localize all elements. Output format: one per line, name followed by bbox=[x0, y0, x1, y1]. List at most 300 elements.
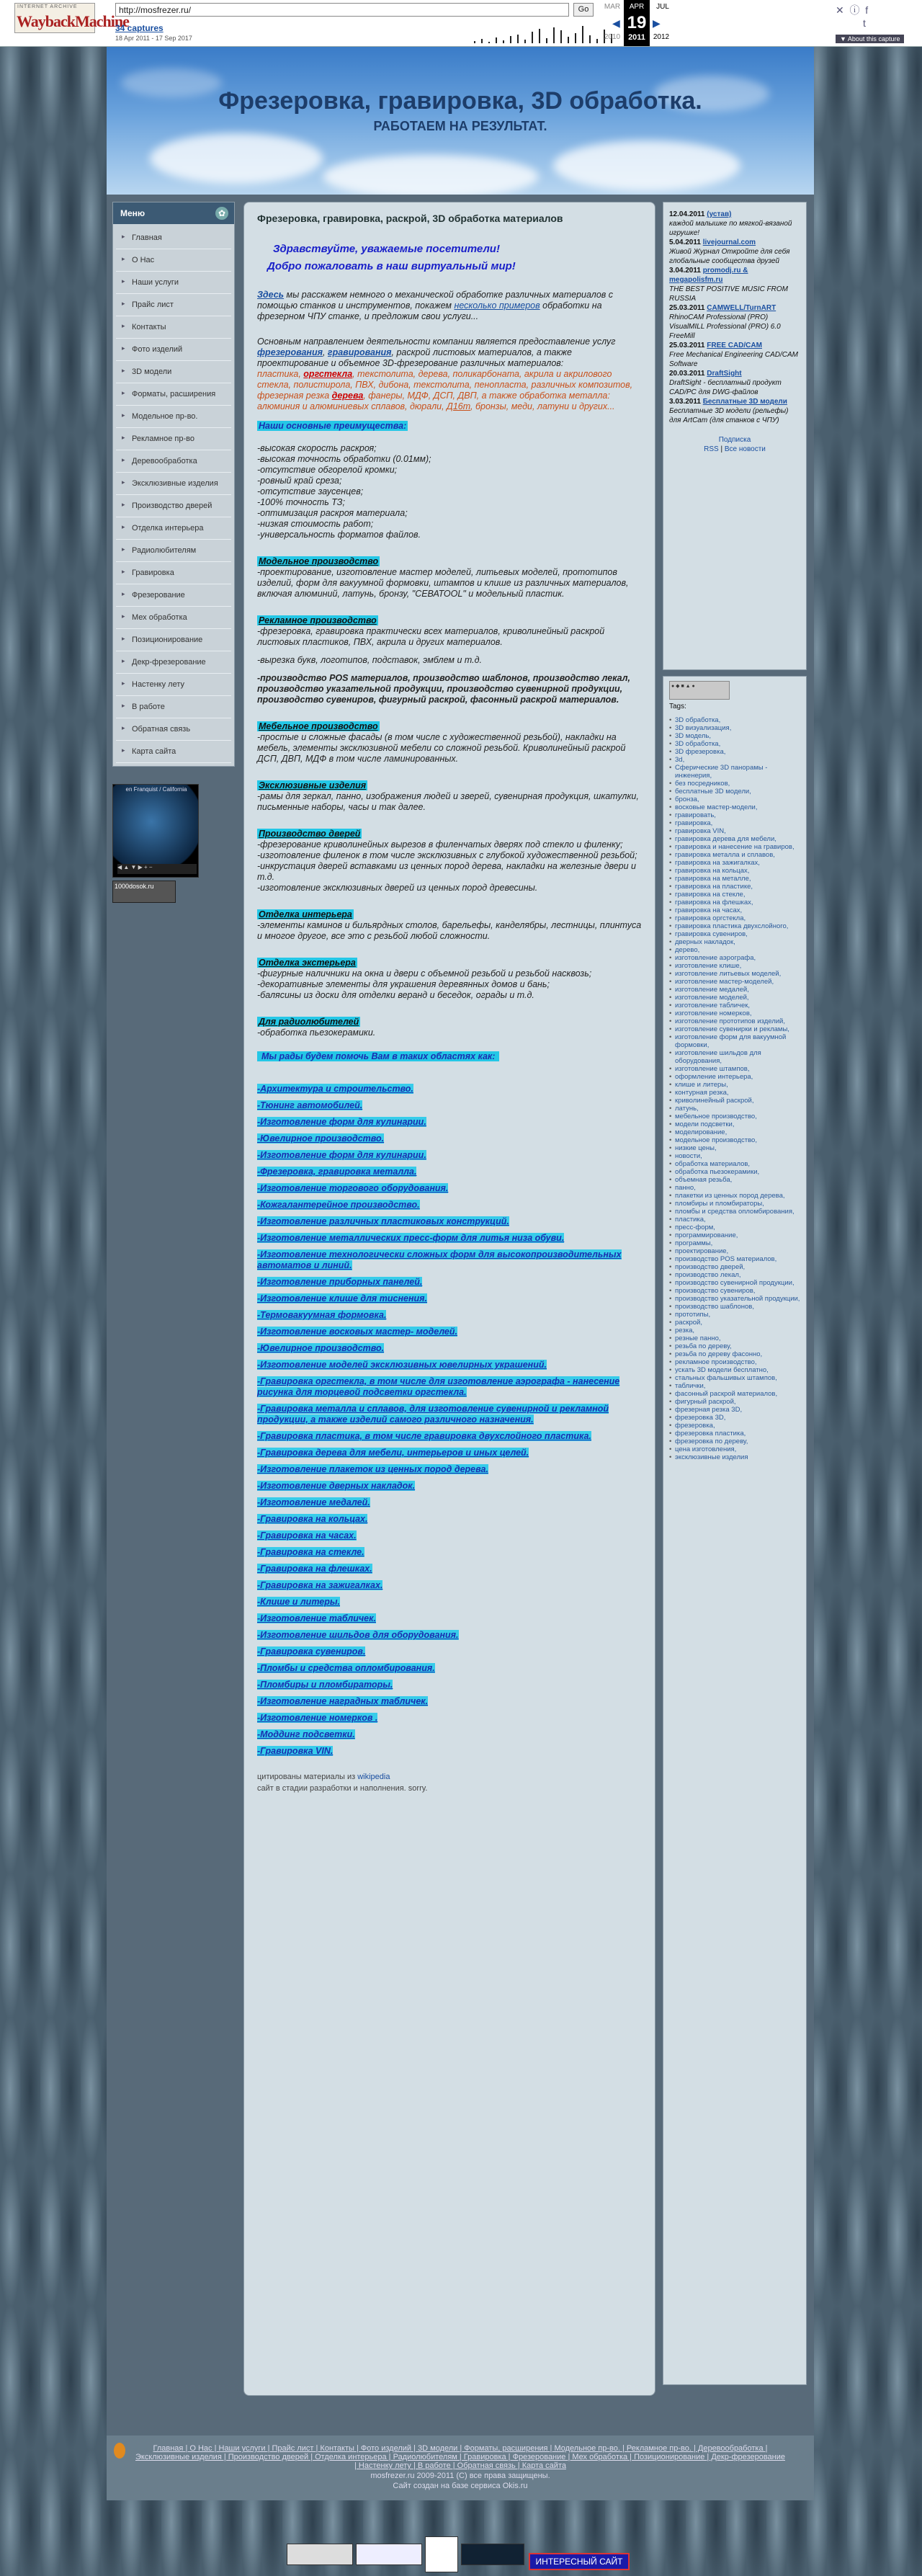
tag-link[interactable]: изготовление сувенирки и рекламы, bbox=[675, 1025, 789, 1033]
tag-link[interactable]: дверных накладок, bbox=[675, 938, 735, 946]
tag-item bbox=[669, 1319, 800, 1327]
tag-link[interactable]: гравировка и нанесение на гравиров, bbox=[675, 843, 795, 851]
area-link[interactable]: -Изготовление форм для кулинарии. bbox=[257, 1117, 426, 1127]
news-link[interactable]: DraftSight bbox=[707, 370, 742, 378]
menu-item[interactable]: ▸ Фрезерование bbox=[116, 584, 231, 607]
gear-icon[interactable]: ✿ bbox=[215, 207, 228, 220]
area-link[interactable]: -Фрезеровка, гравировка металла. bbox=[257, 1167, 417, 1177]
tag-item bbox=[669, 1287, 800, 1295]
tag-item bbox=[669, 1105, 800, 1113]
tag-link[interactable]: изготовление медалей, bbox=[675, 986, 749, 994]
menu-item[interactable]: ▸ Наши услуги bbox=[116, 272, 231, 294]
menu-item[interactable]: ▸ Главная bbox=[116, 227, 231, 249]
all-news-link[interactable]: Все новости bbox=[724, 445, 766, 453]
tag-item bbox=[669, 764, 800, 780]
model-text: -проектирование, изготовление мастер моделей, литьевых моделей, прототипов изделий, форм для вакуумной формовки, штампов и клише из различных материалов, включая алюминий, латунь, бронзу, "СЕВАТООL" и модельный пластик. bbox=[257, 567, 629, 599]
area-link[interactable]: -Тюнинг автомобилей. bbox=[257, 1100, 363, 1110]
tag-link[interactable]: фрезеровка по дереву, bbox=[675, 1438, 748, 1445]
tag-link[interactable]: производство лекал, bbox=[675, 1271, 741, 1279]
capture-sparkline[interactable] bbox=[468, 20, 621, 43]
tag-link[interactable]: рекламное производство, bbox=[675, 1358, 757, 1366]
orgglass-link[interactable]: оргстекла bbox=[303, 369, 353, 379]
tag-link[interactable]: 3D модель, bbox=[675, 732, 712, 740]
news-link[interactable]: (устав) bbox=[707, 210, 732, 218]
doors-text-3: -инкрустация дверей вставками из ценных пород дерева, накладки на железные двери и т.д. bbox=[257, 861, 637, 882]
tag-item bbox=[669, 1144, 800, 1152]
area-item bbox=[257, 1167, 643, 1177]
news-link[interactable]: Бесплатные 3D модели bbox=[702, 398, 787, 406]
tag-link[interactable]: изготовление прототипов изделий, bbox=[675, 1017, 786, 1025]
tag-link[interactable]: объемная резьба, bbox=[675, 1176, 733, 1184]
tag-link[interactable]: панно, bbox=[675, 1184, 696, 1192]
tag-link[interactable]: клише и литеры, bbox=[675, 1081, 728, 1089]
area-item bbox=[257, 1746, 643, 1757]
area-link[interactable]: -Гравировка на стекле. bbox=[257, 1547, 364, 1557]
area-link[interactable]: -Гравировка на кольцах. bbox=[257, 1514, 368, 1524]
area-link[interactable]: -Гравировка на зажигалках. bbox=[257, 1580, 383, 1590]
services-paragraph: Основным направлением деятельности компании является предоставление услуг фрезерования, гравирования, раскрой листовых материалов, а также проектирование и объемное 3D-фрезерование различных материалов: пластика, оргстекла, текстолита, дерева, поликарбоната, акрила и акрилового стекла, полистирола, ПВХ, дибона, текстолита, пенопласта, различных композитов, фрезерная резка дерева, фанеры, МДФ, ДСП, ДВП, а также обработка металла: алюминия и алюминиевых сплавов, дюрали, Д16т, бронзы, меди, латуни и других... bbox=[257, 337, 633, 411]
month-next[interactable]: JUL bbox=[656, 3, 669, 11]
area-link[interactable]: -Гравировка на флешках. bbox=[257, 1564, 372, 1574]
tag-item bbox=[669, 1406, 800, 1414]
news-text: DraftSight - бесплатный продукт CAD/PC для DWG-файлов bbox=[669, 379, 782, 396]
menu-item[interactable]: ▸ Радиолюбителям bbox=[116, 540, 231, 562]
area-link[interactable]: -Гравировка оргстекла, в том числе для изготовление аэрографа - нанесение рисунка для торцевой подсветки оргстекла. bbox=[257, 1376, 620, 1397]
exterior-heading[interactable]: Отделка экстерьера bbox=[259, 958, 356, 968]
area-link[interactable]: -Ювелирное производство. bbox=[257, 1133, 385, 1144]
menu-item[interactable]: ▸ Модельное пр-во. bbox=[116, 406, 231, 428]
tag-item bbox=[669, 1390, 800, 1398]
menu-item[interactable]: ▸ Гравировка bbox=[116, 562, 231, 584]
menu-item[interactable]: ▸ 3D модели bbox=[116, 361, 231, 383]
footer-made-with[interactable]: Сайт создан на базе сервиса Okis.ru bbox=[393, 2482, 528, 2490]
area-link[interactable]: -Архитектура и строительство. bbox=[257, 1084, 413, 1094]
tag-item bbox=[669, 1097, 800, 1105]
area-link[interactable]: -Гравировка пластика, в том числе гравировка двухслойного пластика. bbox=[257, 1431, 591, 1441]
facebook-icon[interactable]: f bbox=[865, 4, 869, 16]
tag-item bbox=[669, 1184, 800, 1192]
year-prev[interactable]: 2010 bbox=[604, 33, 621, 41]
menu-item[interactable]: ▸ Мех обработка bbox=[116, 607, 231, 629]
area-link[interactable]: -Гравировка сувениров. bbox=[257, 1646, 366, 1657]
tag-link[interactable]: эксклюзивные изделия bbox=[675, 1453, 748, 1461]
current-capture-day: 19 2011 bbox=[624, 0, 650, 46]
radio-heading[interactable]: Для радиолюбителей bbox=[259, 1017, 359, 1027]
prev-capture-arrow[interactable]: ◀ bbox=[612, 17, 620, 29]
exterior-text-1: -фигурные наличники на окна и двери с объемной резьбой и резьбой насквозь; bbox=[257, 968, 592, 979]
menu-item[interactable]: ▸ Рекламное пр-во bbox=[116, 428, 231, 450]
news-text: каждой малышке по мягкой-вязаной игрушке! bbox=[669, 220, 792, 237]
menu-item[interactable]: ▸ Контакты bbox=[116, 316, 231, 339]
tag-item bbox=[669, 851, 800, 859]
area-link[interactable]: -Изготовление плакеток из ценных пород дерева. bbox=[257, 1464, 488, 1474]
advantage-item: -отсутствие обгорелой кромки; bbox=[257, 465, 398, 475]
counter-banner-4[interactable] bbox=[461, 2544, 524, 2565]
menu-item[interactable]: ▸ Фото изделий bbox=[116, 339, 231, 361]
tag-link[interactable]: моделирование, bbox=[675, 1128, 728, 1136]
tag-link[interactable]: резные панно, bbox=[675, 1334, 721, 1342]
tag-item bbox=[669, 1089, 800, 1097]
tag-item bbox=[669, 1239, 800, 1247]
area-link[interactable]: -Изготовление шильдов для оборудования. bbox=[257, 1630, 459, 1640]
news-text: RhinoCAM Professional (PRO) VisualMILL Professional (PRO) 6.0 FreeMill bbox=[669, 313, 781, 340]
tag-item bbox=[669, 970, 800, 978]
area-item bbox=[257, 1310, 643, 1321]
help-icon[interactable]: ⓘ bbox=[849, 4, 860, 16]
wikipedia-link[interactable]: wikipedia bbox=[357, 1773, 390, 1781]
tag-link[interactable]: гравировка металла и сплавов, bbox=[675, 851, 775, 859]
year-next[interactable]: 2012 bbox=[653, 33, 670, 41]
tag-item bbox=[669, 811, 800, 819]
tag-link[interactable]: гравировка на пластике, bbox=[675, 883, 753, 891]
area-link[interactable]: -Гравировка дерева для мебели, интерьеров и иных целей. bbox=[257, 1448, 529, 1458]
tag-item bbox=[669, 1263, 800, 1271]
area-link[interactable]: -Изготовление приборных панелей. bbox=[257, 1277, 423, 1287]
menu-item[interactable]: ▸ Производство дверей bbox=[116, 495, 231, 517]
tag-link[interactable]: проектирование, bbox=[675, 1247, 729, 1255]
area-link[interactable]: -Изготовление медалей. bbox=[257, 1497, 370, 1507]
area-link[interactable]: -Изготовление технологически сложных форм для высокопроизводительных автоматов и линий. bbox=[257, 1249, 622, 1270]
examples-link[interactable]: несколько примеров bbox=[454, 300, 540, 311]
advantage-item: -ровный край среза; bbox=[257, 476, 342, 486]
tag-link[interactable]: таблички, bbox=[675, 1382, 706, 1390]
area-item bbox=[257, 1360, 643, 1371]
about-capture-button[interactable]: ▼ About this capture bbox=[836, 35, 904, 43]
tag-item bbox=[669, 1224, 800, 1231]
area-link[interactable]: -Клише и литеры. bbox=[257, 1597, 341, 1607]
menu-item[interactable]: ▸ В работе bbox=[116, 696, 231, 718]
tag-link[interactable]: контурная резка, bbox=[675, 1089, 729, 1097]
menu-item[interactable]: ▸ Деревообработка bbox=[116, 450, 231, 473]
ad-heading[interactable]: Рекламное производство bbox=[259, 615, 377, 625]
month-prev[interactable]: MAR bbox=[604, 3, 621, 11]
tag-link[interactable]: фрезеровка пластика, bbox=[675, 1430, 746, 1438]
area-link[interactable]: -Кожгалантерейное производство. bbox=[257, 1200, 420, 1210]
tags-title: Tags: bbox=[669, 703, 686, 710]
tag-link[interactable]: резка, bbox=[675, 1327, 695, 1334]
tag-item bbox=[669, 756, 800, 764]
tag-link[interactable]: фигурный раскрой, bbox=[675, 1398, 736, 1406]
tag-link[interactable]: гравировка на зажигалках, bbox=[675, 859, 760, 867]
tag-link[interactable]: программирование, bbox=[675, 1231, 738, 1239]
news-link[interactable]: CAMWELL/TurnART bbox=[707, 304, 776, 312]
counter-banner-1[interactable] bbox=[287, 2544, 353, 2565]
tag-link[interactable]: производство шаблонов, bbox=[675, 1303, 754, 1311]
tag-link[interactable]: мебельное производство, bbox=[675, 1113, 757, 1120]
tag-link[interactable]: фрезерная резка 3D, bbox=[675, 1406, 743, 1414]
tag-link[interactable]: изготовление мастер-моделей, bbox=[675, 978, 774, 986]
footnote: цитированы материалы из wikipedia сайт в стадии разработки и наполнения. sorry. bbox=[257, 1773, 428, 1793]
tag-item bbox=[669, 1445, 800, 1453]
tag-link[interactable]: 3d, bbox=[675, 756, 685, 764]
tag-link[interactable]: модели подсветки, bbox=[675, 1120, 735, 1128]
tag-item bbox=[669, 788, 800, 795]
tag-link[interactable]: цена изготовления, bbox=[675, 1445, 737, 1453]
interesting-site-button[interactable]: ИНТЕРЕСНЫЙ САЙТ bbox=[529, 2553, 630, 2570]
area-link[interactable]: -Изготовление табличек. bbox=[257, 1613, 376, 1623]
area-link[interactable]: -Изготовление наградных табличек. bbox=[257, 1696, 429, 1706]
main-content bbox=[243, 202, 655, 2396]
wood-link[interactable]: дерева bbox=[331, 391, 364, 401]
tag-link[interactable]: гравировка дерева для мебели, bbox=[675, 835, 776, 843]
area-link[interactable]: -Изготовление номерков . bbox=[257, 1713, 378, 1723]
area-link[interactable]: -Пломбы и средства опломбирования. bbox=[257, 1663, 435, 1673]
menu-item[interactable]: ▸ Отделка интерьера bbox=[116, 517, 231, 540]
tag-link[interactable]: раскрой, bbox=[675, 1319, 702, 1327]
tag-link[interactable]: гравировать, bbox=[675, 811, 716, 819]
tag-link[interactable]: изготовление литьевых моделей, bbox=[675, 970, 782, 978]
area-link[interactable]: -Ювелирное производство. bbox=[257, 1343, 385, 1353]
menu-item[interactable]: ▸ Декр-фрезерование bbox=[116, 651, 231, 674]
tag-link[interactable]: программы, bbox=[675, 1239, 713, 1247]
exclusive-heading[interactable]: Эксклюзивные изделия bbox=[259, 780, 367, 790]
advantage-item: -высокая точность обработки (0.01мм); bbox=[257, 454, 431, 464]
area-item bbox=[257, 1464, 643, 1475]
menu-item[interactable]: ▸ О Нас bbox=[116, 249, 231, 272]
menu-item[interactable]: ▸ Прайс лист bbox=[116, 294, 231, 316]
menu-item[interactable]: ▸ Настенку лету bbox=[116, 674, 231, 696]
exclusive-text: -рамы для зеркал, панно, изображения людей и зверей, сувенирная продукция, шкатулки, письменные наборы, часы и так далее. bbox=[257, 791, 639, 812]
news-item bbox=[669, 266, 800, 303]
area-item bbox=[257, 1646, 643, 1657]
rss-link[interactable]: RSS bbox=[704, 445, 719, 453]
area-link[interactable]: -Изготовление восковых мастер- моделей. bbox=[257, 1327, 457, 1337]
tag-link[interactable]: без посредников, bbox=[675, 780, 730, 788]
footer-links[interactable]: Главная | О Нас | Наши услуги | Прайс лист | Контакты | Фото изделий | 3D модели | Форматы, расширения | Модельное пр-во. | Рекламное пр-во. | Деревообработка | Эксклюзивные изделия | Производство дверей | Отделка интерьера | Радиолюбителям | Гравировка | Фрезерование | Мех обработка | Позиционирование | Декр-фрезерование | Настенку лету | В работе | Обратная связь | Карта сайта bbox=[135, 2444, 785, 2470]
tag-link[interactable]: модельное производство, bbox=[675, 1136, 757, 1144]
area-link[interactable]: -Термовакуумная формовка. bbox=[257, 1310, 387, 1320]
tag-link[interactable]: гравировка на стекле, bbox=[675, 891, 746, 899]
area-item bbox=[257, 1663, 643, 1674]
tag-link[interactable]: криволинейный раскрой, bbox=[675, 1097, 754, 1105]
area-link[interactable]: -Изготовление дверных накладок. bbox=[257, 1481, 416, 1491]
tag-link[interactable]: гравировка оргстекла, bbox=[675, 914, 746, 922]
tag-item bbox=[669, 1128, 800, 1136]
area-item bbox=[257, 1404, 643, 1425]
tag-link[interactable]: оформление интерьера, bbox=[675, 1073, 753, 1081]
month-current: APR bbox=[629, 3, 645, 11]
tag-item bbox=[669, 946, 800, 954]
area-link[interactable]: -Изготовление торгового оборудования. bbox=[257, 1183, 449, 1193]
area-link[interactable]: -Изготовление клише для тиснения. bbox=[257, 1293, 427, 1303]
tag-link[interactable]: изготовление шильдов для оборудования, bbox=[675, 1049, 761, 1065]
news-item bbox=[669, 397, 800, 425]
tag-link[interactable]: пластика, bbox=[675, 1216, 706, 1224]
news-link[interactable]: livejournal.com bbox=[702, 239, 756, 246]
area-link[interactable]: -Изготовление моделей эксклюзивных ювелирных украшений. bbox=[257, 1360, 547, 1370]
tag-link[interactable]: гравировка на часах, bbox=[675, 906, 743, 914]
tag-item bbox=[669, 1279, 800, 1287]
advantage-item: -универсальность форматов файлов. bbox=[257, 530, 421, 540]
wayback-toolbar bbox=[0, 0, 922, 47]
tag-link[interactable]: стальных фальшивых штампов, bbox=[675, 1374, 777, 1382]
wayback-go-button[interactable]: Go bbox=[573, 3, 594, 17]
counter-banner-3[interactable] bbox=[425, 2536, 458, 2572]
area-item bbox=[257, 1680, 643, 1690]
tag-link[interactable]: гравировка сувениров, bbox=[675, 930, 748, 938]
area-item bbox=[257, 1481, 643, 1492]
tag-link[interactable]: бесплатные 3D модели, bbox=[675, 788, 751, 795]
tag-item bbox=[669, 906, 800, 914]
close-icon[interactable]: ✕ bbox=[836, 4, 844, 16]
tag-link[interactable]: производство сувениров, bbox=[675, 1287, 756, 1295]
tag-item bbox=[669, 1002, 800, 1010]
menu-item[interactable]: ▸ Форматы, расширения bbox=[116, 383, 231, 406]
tag-item bbox=[669, 1398, 800, 1406]
tag-link[interactable]: 3D обработка, bbox=[675, 716, 721, 724]
menu-item[interactable]: ▸ Эксклюзивные изделия bbox=[116, 473, 231, 495]
news-text: THE BEST POSITIVE MUSIC FROM RUSSIA bbox=[669, 285, 789, 303]
tag-link[interactable]: 3D обработка, bbox=[675, 740, 721, 748]
tag-link[interactable]: производство POS материалов, bbox=[675, 1255, 777, 1263]
model-heading[interactable]: Модельное производство bbox=[259, 556, 379, 566]
side-menu bbox=[112, 202, 235, 767]
area-link[interactable]: -Гравировка VIN. bbox=[257, 1746, 334, 1756]
tag-link[interactable]: изготовление аэрографа, bbox=[675, 954, 756, 962]
tag-link[interactable]: пломбиры и пломбираторы, bbox=[675, 1200, 764, 1208]
tag-item bbox=[669, 1342, 800, 1350]
tag-link[interactable]: резьба по дереву фасонно, bbox=[675, 1350, 763, 1358]
interior-heading[interactable]: Отделка интерьера bbox=[259, 909, 352, 919]
area-item bbox=[257, 1564, 643, 1574]
news-text: Free Mechanical Engineering CAD/CAM Software bbox=[669, 351, 798, 368]
tag-link[interactable]: обработка материалов, bbox=[675, 1160, 751, 1168]
tag-link[interactable]: дерево, bbox=[675, 946, 700, 954]
here-link[interactable]: Здесь bbox=[257, 290, 285, 300]
tag-item bbox=[669, 1271, 800, 1279]
area-link[interactable]: -Изготовление различных пластиковых конструкций. bbox=[257, 1216, 509, 1226]
tag-link[interactable]: низкие цены, bbox=[675, 1144, 717, 1152]
captures-link[interactable]: 34 captures bbox=[115, 23, 164, 33]
tag-item bbox=[669, 922, 800, 930]
globe-widget[interactable] bbox=[112, 784, 199, 878]
tag-link[interactable]: изготовление табличек, bbox=[675, 1002, 751, 1010]
tag-link[interactable]: ускать 3D модели бесплатно, bbox=[675, 1366, 769, 1374]
tag-link[interactable]: гравировка VIN, bbox=[675, 827, 726, 835]
tag-link[interactable]: фрезеровка, bbox=[675, 1422, 715, 1430]
area-item bbox=[257, 1630, 643, 1641]
toolbar-icons[interactable] bbox=[836, 3, 868, 29]
menu-header: Меню ✿ bbox=[113, 202, 234, 224]
area-item bbox=[257, 1293, 643, 1304]
tag-link[interactable]: восковые мастер-модели, bbox=[675, 803, 758, 811]
tag-link[interactable]: бронза, bbox=[675, 795, 699, 803]
tag-link[interactable]: гравировка пластика двухслойного, bbox=[675, 922, 789, 930]
area-item bbox=[257, 1431, 643, 1442]
engraving-link[interactable]: гравирования bbox=[327, 347, 392, 357]
bottom-banners bbox=[0, 2536, 922, 2576]
furniture-heading[interactable]: Мебельное производство bbox=[259, 721, 378, 731]
dosok-banner[interactable]: 1000dosok.ru bbox=[112, 881, 176, 903]
news-item bbox=[669, 238, 800, 266]
tag-link[interactable]: гравировка на кольцах, bbox=[675, 867, 750, 875]
tag-link[interactable]: латунь, bbox=[675, 1105, 699, 1113]
tag-item bbox=[669, 1430, 800, 1438]
tag-link[interactable]: производство указательной продукции, bbox=[675, 1295, 800, 1303]
tag-item bbox=[669, 724, 800, 732]
d16t-link[interactable]: Д16т bbox=[447, 401, 471, 411]
menu-item[interactable]: ▸ Обратная связь bbox=[116, 718, 231, 741]
tag-item bbox=[669, 1366, 800, 1374]
tag-item bbox=[669, 1231, 800, 1239]
tag-link[interactable]: гравировка на флешках, bbox=[675, 899, 753, 906]
news-box: 12.04.2011 (устав) каждой малышке по мягкой-вязаной игрушке! 5.04.2011 livejournal.com Живой Журнал Откройте для себя глобальные сообщества друзей 3.04.2011 promodj.ru & megapolisfm.ru THE BEST POSITIVE MUSIC FROM RUSSIA 25.03.2011 CAMWELL/TurnART RhinoCAM Professional (PRO) VisualMILL Professional (PRO) 6.0 FreeMill 25.03.2011 FREE CAD/CAM Free Mechanical Engineering CAD/CAM Software 20.03.2011 DraftSight DraftSight - бесплатный продукт CAD/PC для DWG-файлов 3.03.2011 Бесплатные 3D модели Бесплатные 3D модели (рельефы) для ArtCam (для станков с ЧПУ) Подписка RSS | Все новости bbox=[663, 202, 807, 670]
greeting-line1: Здравствуйте, уважаемые посетители! bbox=[273, 243, 500, 255]
advantage-item: -низкая стоимость работ; bbox=[257, 519, 374, 529]
site-subtitle: РАБОТАЕМ НА РЕЗУЛЬТАТ. bbox=[373, 119, 547, 133]
tag-item bbox=[669, 1303, 800, 1311]
area-link[interactable]: -Пломбиры и пломбираторы. bbox=[257, 1680, 393, 1690]
milling-link[interactable]: фрезерования bbox=[257, 347, 323, 357]
help-heading: Мы рады будем помочь Вам в таких областях как: bbox=[257, 1051, 499, 1061]
news-link[interactable]: promodj.ru & megapolisfm.ru bbox=[669, 267, 748, 284]
tag-link[interactable]: гравировка на металле, bbox=[675, 875, 751, 883]
footer-logo-icon bbox=[114, 2443, 125, 2459]
tag-link[interactable]: 3D визуализация, bbox=[675, 724, 732, 732]
tag-item bbox=[669, 740, 800, 748]
area-link[interactable]: -Моддинг подсветки. bbox=[257, 1729, 355, 1739]
tag-link[interactable]: прототипы, bbox=[675, 1311, 711, 1319]
next-capture-arrow[interactable]: ▶ bbox=[653, 17, 661, 29]
area-item bbox=[257, 1216, 643, 1227]
area-link[interactable]: -Гравировка на часах. bbox=[257, 1530, 357, 1541]
menu-item[interactable]: ▸ Карта сайта bbox=[116, 741, 231, 763]
areas-list bbox=[257, 1084, 643, 1757]
tag-link[interactable]: Сферические 3D панорамы - инженерия, bbox=[675, 764, 768, 780]
tag-link[interactable]: изготовление номерков, bbox=[675, 1010, 752, 1017]
news-link[interactable]: FREE CAD/CAM bbox=[707, 342, 762, 349]
area-link[interactable]: -Гравировка металла и сплавов, для изготовление сувенирной и рекламной продукции, а также изделий самого различного назначения. bbox=[257, 1404, 609, 1425]
tag-item bbox=[669, 843, 800, 851]
tag-link[interactable]: 3D фрезеровка, bbox=[675, 748, 726, 756]
wayback-url-input[interactable]: http://mosfrezer.ru/ bbox=[115, 3, 569, 17]
tag-link[interactable]: плакетки из ценных пород дерева, bbox=[675, 1192, 785, 1200]
tag-link[interactable]: изготовление форм для вакуумной формовки, bbox=[675, 1033, 787, 1049]
area-item bbox=[257, 1150, 643, 1161]
area-item bbox=[257, 1729, 643, 1740]
area-link[interactable]: -Изготовление форм для кулинарии. bbox=[257, 1150, 426, 1160]
wayback-logo[interactable]: INTERNET ARCHIVE WaybackMachine bbox=[14, 3, 95, 33]
tag-link[interactable]: обработка пьезокерамики, bbox=[675, 1168, 760, 1176]
tag-link[interactable]: резьба по дереву, bbox=[675, 1342, 732, 1350]
tag-link[interactable]: изготовление клише, bbox=[675, 962, 742, 970]
tag-link[interactable]: изготовление моделей, bbox=[675, 994, 749, 1002]
globe-controls[interactable]: ◀ ▲ ▼ ▶ + − bbox=[117, 864, 197, 874]
area-item bbox=[257, 1448, 643, 1458]
tag-link[interactable]: производство дверей, bbox=[675, 1263, 746, 1271]
tag-link[interactable]: пресс-форм, bbox=[675, 1224, 715, 1231]
tag-link[interactable]: пломбы и средства опломбирования, bbox=[675, 1208, 795, 1216]
area-item bbox=[257, 1249, 643, 1271]
tag-link[interactable]: фрезеровка 3D, bbox=[675, 1414, 726, 1422]
twitter-icon[interactable]: t bbox=[863, 17, 866, 29]
advantage-item: -высокая скорость раскроя; bbox=[257, 443, 377, 453]
doors-heading[interactable]: Производство дверей bbox=[259, 829, 361, 839]
area-link[interactable]: -Изготовление металлических пресс-форм для литья низа обуви. bbox=[257, 1233, 565, 1243]
counter-banner-2[interactable] bbox=[356, 2544, 422, 2565]
site-header bbox=[107, 47, 814, 195]
tag-link[interactable]: производство сувенирной продукции, bbox=[675, 1279, 795, 1287]
tag-link[interactable]: изготовление штампов, bbox=[675, 1065, 750, 1073]
subscribe-link[interactable]: Подписка bbox=[718, 436, 751, 444]
tag-item bbox=[669, 954, 800, 962]
menu-item[interactable]: ▸ Позиционирование bbox=[116, 629, 231, 651]
tag-item bbox=[669, 748, 800, 756]
area-item bbox=[257, 1580, 643, 1591]
tag-link[interactable]: новости, bbox=[675, 1152, 702, 1160]
tag-link[interactable]: гравировка, bbox=[675, 819, 713, 827]
tag-link[interactable]: фасонный раскрой материалов, bbox=[675, 1390, 778, 1398]
